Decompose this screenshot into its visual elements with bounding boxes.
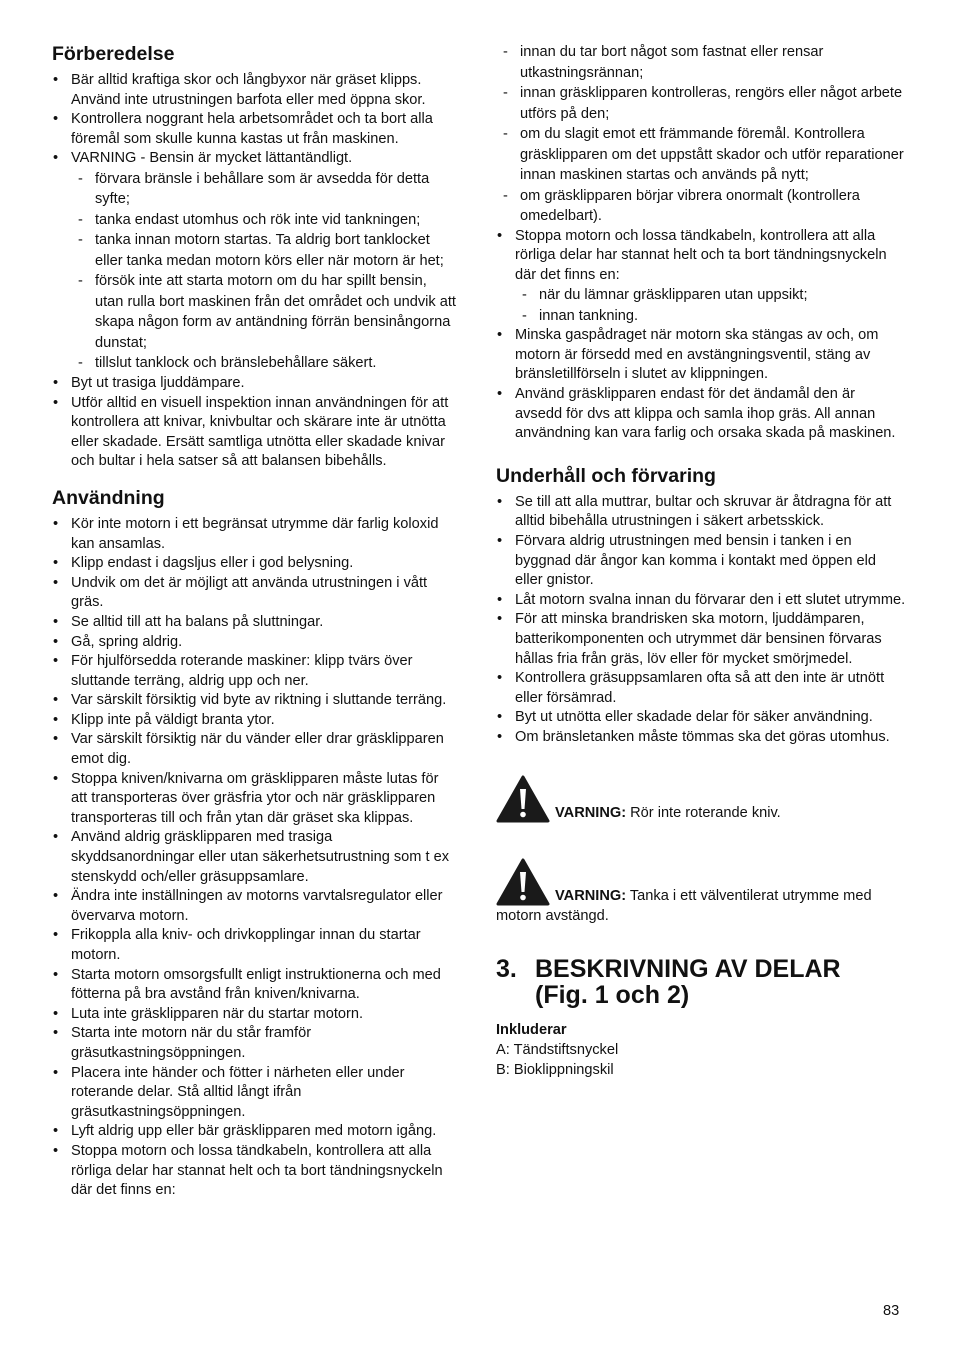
warning-label: VARNING: [555,804,627,821]
list-item: • Undvik om det är möjligt att använda utrustningen i vått gräs. [52,574,458,613]
includes-item-a: A: Tändstiftsnyckel [496,1042,619,1059]
warning-triangle-icon [496,775,550,823]
list-item: • Bär alltid kraftiga skor och långbyxor när gräset klipps. Använd inte utrustningen barfota eller med öppna skor. [52,71,458,110]
sub-item: - tanka endast utomhus och rök inte vid tankningen; [77,210,458,231]
warning-text: Tanka i ett välventilerat utrymme med motorn avstängd. [496,888,872,924]
list-item: • Stoppa motorn och lossa tändkabeln, kontrollera att alla rörliga delar har stannat helt och ta bort tändningsnyckeln där det finns en: [52,1142,458,1201]
warning-text: Rör inte roterande kniv. [626,804,781,821]
list-item: • Byt ut trasiga ljuddämpare. [52,374,458,394]
list-item: • Stoppa kniven/knivarna om gräsklipparen måste lutas för att transporteras över gräsfria ytor och när gräsklipparen transporteras till och från ytan där gräset ska klippas. [52,770,458,829]
list-item: • Kontrollera gräsuppsamlaren ofta så att den inte är utnött eller försämrad. [496,669,906,708]
list-item: • Minska gaspådraget när motorn ska stängas av och, om motorn är försedd med en avstängningsventil, stäng av bränsletillförseln i slutet av klippningen. [496,326,906,385]
section-heading [496,956,906,1008]
right-column [496,42,906,1080]
list-item: • Lyft aldrig upp eller bär gräsklipparen med motorn igång. [52,1122,458,1142]
list-item: • Kontrollera noggrant hela arbetsområdet och ta bort alla föremål som skulle kunna kastas ut från maskinen. [52,110,458,149]
sub-item: - innan gräsklipparen kontrolleras, rengörs eller något arbete utförs på den; [502,83,906,124]
list-item: • Se alltid till att ha balans på sluttningar. [52,613,458,633]
list-item: • Starta motorn omsorgsfullt enligt instruktionerna och med fötterna på bra avstånd från kniven/knivarna. [52,966,458,1005]
warning-triangle-icon [496,858,550,906]
heading-underhall: Underhåll och förvaring [496,464,716,487]
list-item: • Utför alltid en visuell inspektion innan användningen för att kontrollera att knivar, knivbultar och skärare inte är utnötta eller skadade. Ersätt samtliga utnötta eller skadade knivar och bultar i hela satser så att balansen bibehålls. [52,394,458,472]
page-number: 83 [883,1303,900,1319]
list-item: • Se till att alla muttrar, bultar och skruvar är åtdragna för att alltid bibehålla utrustningen i säkert arbetsskick. [496,493,906,532]
list-item: • Placera inte händer och fötter i närheten eller under roterande delar. Stå alltid långt ifrån gräsutkastningsöppningen. [52,1064,458,1123]
includes-item-b: B: Bioklippningskil [496,1062,614,1079]
prep-list [52,71,458,472]
sub-item: - innan tankning. [521,306,906,327]
list-item: • Frikoppla alla kniv- och drivkopplingar innan du startar motorn. [52,926,458,965]
list-item: • Luta inte gräsklipparen när du startar motorn. [52,1005,458,1025]
sub-item: - tanka innan motorn startas. Ta aldrig bort tanklocket eller tanka medan motorn körs eller när motorn är het; [77,230,458,271]
maint-list [496,493,906,748]
list-item: • Förvara aldrig utrustningen med bensin i tanken i en byggnad där ångor kan komma i kontakt med öppen eld eller gnistor. [496,532,906,591]
heading-forberedelse: Förberedelse [52,43,175,65]
list-item: • Om bränsletanken måste tömmas ska det göras utomhus. [496,728,906,748]
list-item [52,149,458,374]
sub-item: - innan du tar bort något som fastnat eller rensar utkastningsrännan; [502,42,906,83]
list-item: • Starta inte motorn när du står framför gräsutkastningsöppningen. [52,1024,458,1063]
warning-rotating-blade [496,775,906,824]
list-item [496,227,906,327]
sub-item: - om du slagit emot ett främmande föremål. Kontrollera gräsklipparen om det uppstått skador och utför reparationer innan maskinen startas och används på nytt; [502,124,906,186]
warning-label: VARNING: [555,888,627,905]
list-item: • Gå, spring aldrig. [52,633,458,653]
stop-sub-list [515,285,906,326]
continued-sub-list [496,42,906,227]
sub-item: - förvara bränsle i behållare som är avsedda för detta syfte; [77,169,458,210]
section-number: 3. [496,955,517,984]
warning-refuel [496,858,906,926]
section-title-line1: BESKRIVNING AV DELAR [535,955,841,984]
list-item: • Klipp endast i dagsljus eller i god belysning. [52,554,458,574]
list-item: • Var särskilt försiktig vid byte av riktning i sluttande terräng. [52,691,458,711]
list-item: • Ändra inte inställningen av motorns varvtalsregulator eller övervarva motorn. [52,887,458,926]
list-item-text: Stoppa motorn och lossa tändkabeln, kontrollera att alla rörliga delar har stannat helt och ta bort tändningsnyckeln där det finns en: [515,227,887,283]
list-item: • Var särskilt försiktig när du vänder eller drar gräsklipparen emot dig. [52,730,458,769]
sub-item: - tillslut tanklock och bränslebehållare säkert. [77,353,458,374]
list-item: • För hjulförsedda roterande maskiner: klipp tvärs över sluttande terräng, aldrig upp och ner. [52,652,458,691]
includes-title: Inkluderar [496,1022,567,1039]
list-item: • Låt motorn svalna innan du förvarar den i ett slutet utrymme. [496,591,906,611]
sub-item: - försök inte att starta motorn om du har spillt bensin, utan rulla bort maskinen från det området och undvik att skapa någon form av antändning förrän bensinångorna dunstat; [77,271,458,353]
list-item: • Använd gräsklipparen endast för det ändamål den är avsedd för dvs att klippa och samla ihop gräs. All annan användning kan vara farlig och orsaka skada på maskinen. [496,385,906,444]
continued-list [496,227,906,444]
list-item: • Använd aldrig gräsklipparen med trasiga skyddsanordningar eller utan säkerhetsutrustning som t ex stenskydd och/eller gräsuppsamlare. [52,828,458,887]
heading-anvandning: Användning [52,486,165,509]
list-item: • Byt ut utnötta eller skadade delar för säker användning. [496,708,906,728]
section-title-line2: (Fig. 1 och 2) [535,981,690,1010]
list-item: • För att minska brandrisken ska motorn, ljuddämparen, batterikomponenten och utrymmet där bensinen förvaras hållas fria från gräs, löv eller för mycket smörjmedel. [496,610,906,669]
sub-item: - om gräsklipparen börjar vibrera onormalt (kontrollera omedelbart). [502,186,906,227]
list-item: • Klipp inte på väldigt branta ytor. [52,711,458,731]
list-item-text: VARNING - Bensin är mycket lättantändligt. [71,150,353,167]
sub-item: - när du lämnar gräsklipparen utan uppsikt; [521,285,906,306]
use-list [52,515,458,1201]
left-column [52,42,458,1201]
list-item: • Kör inte motorn i ett begränsat utrymme där farlig koloxid kan ansamlas. [52,515,458,554]
prep-sub-list [71,169,458,374]
